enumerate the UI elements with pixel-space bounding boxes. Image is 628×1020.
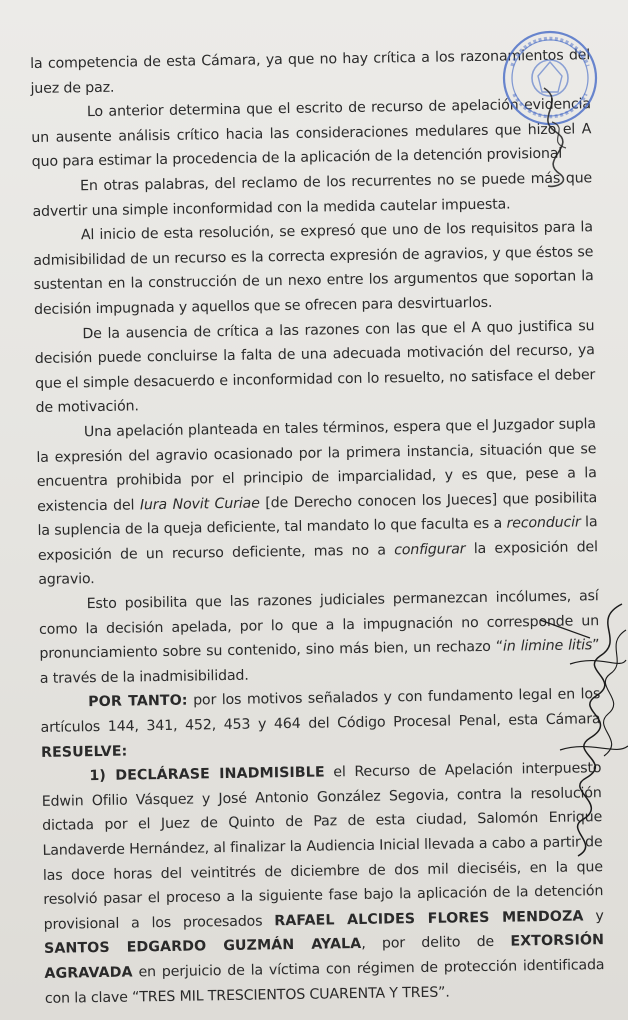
bold-text-run: 1) DECLÁRASE INADMISIBLE bbox=[89, 764, 325, 785]
paragraph-p4 bbox=[33, 215, 594, 322]
paragraph-p5 bbox=[34, 314, 595, 421]
italic-text-run: in limine litis bbox=[502, 637, 593, 655]
text-run: en perjuicio de la víctima con régimen de protección identificada con la clave “TRES MIL TRESCIENTOS CUARENTA Y TRES”. bbox=[44, 957, 605, 1007]
text-run: , por delito de bbox=[361, 933, 511, 953]
italic-text-run: configurar bbox=[394, 541, 466, 559]
text-run: Una apelación planteada en tales términos, espera que el Juzgador supla la expresión del agravio ocasionado por la primera instancia, situación que se encuentra prohibida por el principio de imparcialidad, y es que, pese a la existencia del bbox=[36, 416, 597, 515]
bold-text-run: RAFAEL ALCIDES FLORES MENDOZA bbox=[274, 908, 584, 930]
document-body bbox=[30, 43, 605, 1011]
text-run: por los motivos señalados y con fundamento legal en los artículos 144, 341, 452, 453 y 464 del Código Procesal Penal, esta Cámara bbox=[40, 686, 601, 736]
text-run: De la ausencia de crítica a las razones con las que el A quo justifica su decisión puede concluirse la falta de una adecuada motivación del recurso, ya que el simple desacuerdo e inconformidad con lo resuelto, no satisface el deber de motivación. bbox=[34, 317, 596, 417]
paragraph-p9 bbox=[41, 756, 605, 1011]
text-run: ” a través de la inadmisibilidad. bbox=[39, 637, 600, 687]
text-run: la competencia de esta Cámara, ya que no hay crítica a los razonamientos del juez de paz. bbox=[30, 47, 591, 97]
text-run: el Recurso de Apelación interpuesto Edwin Ofilio Vásquez y José Antonio González Segovia, contra la resolución dictada por el Juez de Quinto de Paz de esta ciudad, Salomón Enrique Landaverde Hernández, al finalizar la Audiencia Inicial llevada a cabo a partir de las doce horas del veintitrés de diciembre de dos mil dieciséis, en la que resolvió pasar el proceso a la siguiente fase bajo la aplicación de la detención provisional a los procesados bbox=[41, 760, 604, 933]
text-run: [de Derecho conocen los Jueces] que posibilita la suplencia de la queja deficiente, tal mandato lo que faculta es a bbox=[37, 489, 598, 540]
paragraph-p7 bbox=[38, 584, 599, 691]
text-run: Al inicio de esta resolución, se expresó que uno de los requisitos para la admisibilidad de un recurso es la correcta expresión de agravios, y que éstos se sustentan en la construcción de un nexo entre los argumentos que soportan la decisión impugnada y aquellos que se ofrecen para desvirtuarlos. bbox=[33, 219, 594, 318]
paragraph-p3 bbox=[32, 166, 593, 224]
text-run: la exposición de un recurso deficiente, mas no a bbox=[37, 514, 598, 564]
text-run: y bbox=[583, 907, 604, 925]
text-run: la exposición del agravio. bbox=[38, 539, 598, 589]
text-run: Esto posibilita que las razones judiciales permanezcan incólumes, así como la decisión apelada, por lo que a la impugnación no corresponde un pronunciamiento sobre su contenido, sino más bien, un rechazo “ bbox=[38, 588, 600, 663]
text-run: En otras palabras, del reclamo de los recurrentes no se puede más que advertir una simple inconformidad con la medida cautelar impuesta. bbox=[32, 170, 593, 220]
bold-text-run: EXTORSIÓN AGRAVADA bbox=[44, 932, 605, 982]
ink-flourish-icon bbox=[526, 82, 596, 192]
text-run: Lo anterior determina que el escrito de recurso de apelación evidencia un ausente análisis crítico hacia las consideraciones medulares que hizo el A quo para estimar la procedencia de la aplicación de la detención provisional bbox=[31, 96, 592, 171]
bold-text-run: RESUELVE: bbox=[40, 743, 128, 761]
bold-text-run: POR TANTO: bbox=[88, 693, 188, 711]
italic-text-run: Iura Novit Curiae bbox=[139, 495, 260, 514]
bold-text-run: SANTOS EDGARDO GUZMÁN AYALA bbox=[43, 936, 362, 958]
paragraph-p8 bbox=[40, 683, 601, 766]
paragraph-p6 bbox=[36, 412, 599, 593]
signature-icon bbox=[530, 600, 628, 860]
italic-text-run: reconducir bbox=[506, 514, 581, 532]
